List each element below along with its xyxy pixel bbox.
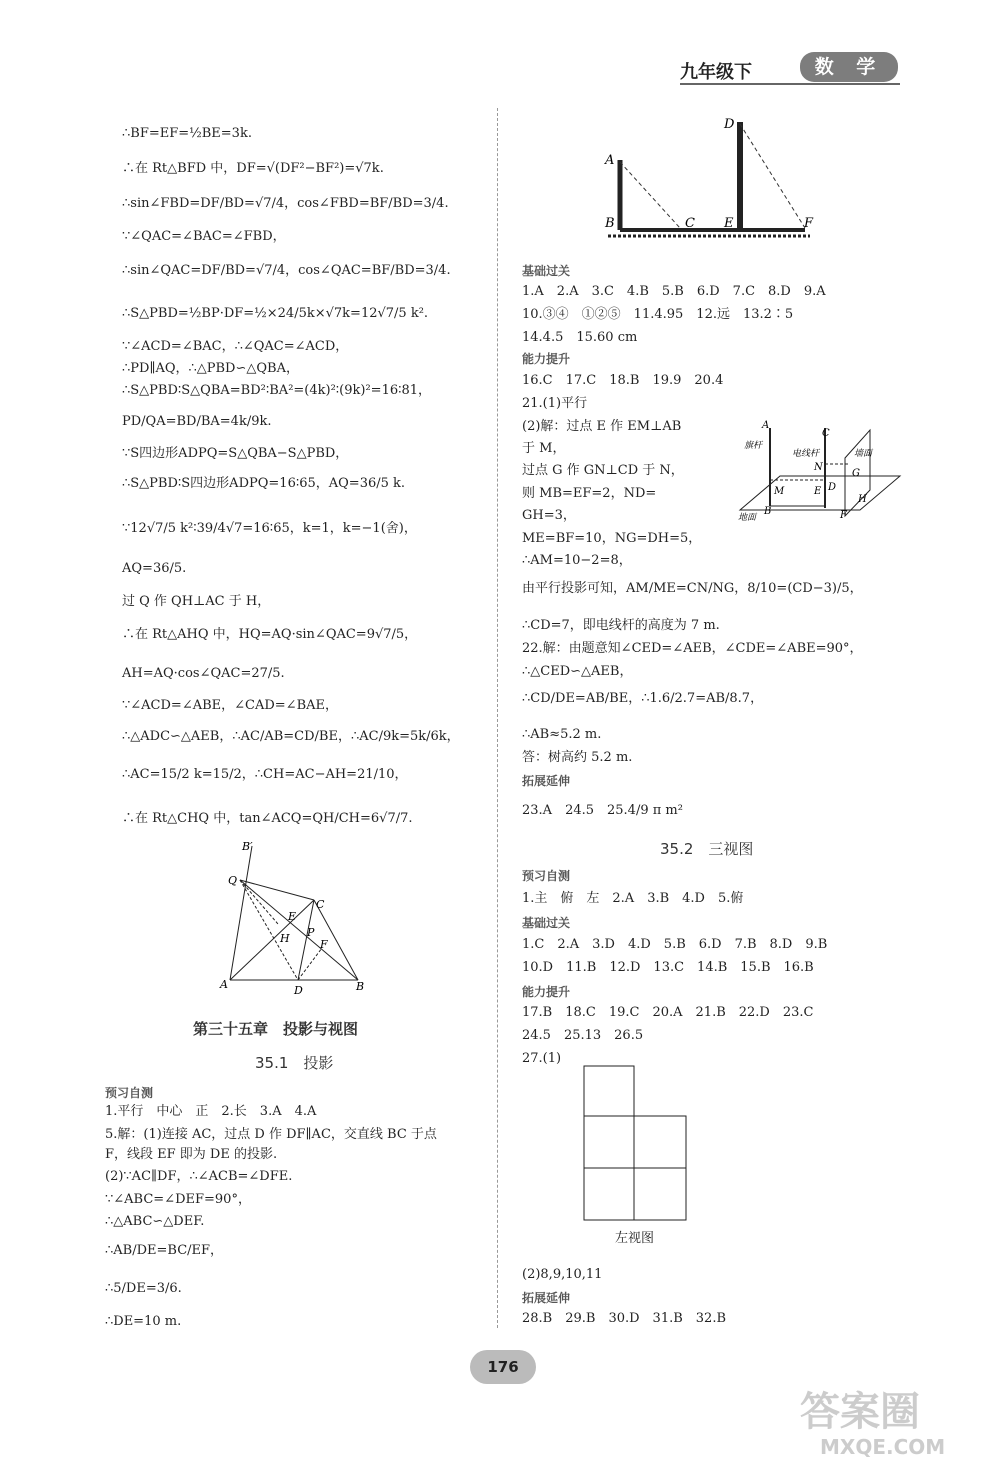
fig3-label-c: C	[316, 898, 325, 911]
text-line: 由平行投影可知，AM/ME=CN/NG，8/10=(CD−3)/5，	[522, 581, 863, 596]
text-line: AQ=36/5.	[122, 561, 187, 576]
text-line: 24.5 25.13 26.5	[522, 1028, 644, 1043]
section-heading: 能力提升	[522, 352, 571, 366]
text-line: 1.C 2.A 3.D 4.D 5.B 6.D 7.B 8.D 9.B	[522, 937, 828, 952]
text-line: 1.A 2.A 3.C 4.B 5.B 6.D 7.C 8.D 9.A	[522, 284, 826, 299]
subject-tab: 数 学	[800, 52, 898, 82]
grade-label: 九年级下	[680, 62, 752, 83]
text-line: ∴AM=10−2=8，	[522, 553, 632, 568]
text-line: GH=3，	[522, 508, 576, 523]
section-heading: 拓展延伸	[522, 774, 571, 788]
text-line: ∴S△PBD∶S△QBA=BD²∶BA²=(4k)²∶(9k)²=16∶81，	[122, 383, 432, 398]
section2-title: 35.2 三视图	[660, 840, 754, 858]
text-line: ∴CD=7，即电线杆的高度为 7 m.	[522, 618, 720, 633]
text-line: ∴DE=10 m.	[105, 1314, 182, 1329]
text-line: ∴sin∠FBD=DF/BD=√7/4，cos∠FBD=BF/BD=3/4.	[122, 196, 449, 211]
text-line: 答：树高约 5.2 m.	[522, 750, 633, 765]
fig3-label-f: F	[320, 938, 328, 951]
shadow-figure	[600, 112, 815, 242]
text-line: ∵∠ABC=∠DEF=90°，	[105, 1192, 251, 1207]
pole-figure	[730, 418, 908, 523]
text-line: F，线段 EF 即为 DE 的投影.	[105, 1147, 278, 1162]
fig3-label-a: A	[220, 978, 228, 991]
left-view-caption: 左视图	[615, 1231, 655, 1246]
fig1-label-a: A	[605, 153, 615, 168]
text-line: ∵∠ACD=∠ABE，∠CAD=∠BAE，	[122, 698, 339, 713]
text-line: ∴PD∥AQ，∴△PBD∽△QBA，	[122, 361, 299, 376]
fig2-label-b: B	[764, 506, 772, 517]
text-line: ∵∠ACD=∠BAC，∴∠QAC=∠ACD，	[122, 339, 349, 354]
fig2-label-h: H	[858, 494, 867, 505]
fig2-label-c: C	[822, 428, 830, 439]
fig1-label-b: B	[605, 216, 615, 231]
fig2-label-g: G	[852, 468, 860, 479]
fig2-ground: 地面	[738, 513, 757, 523]
text-line: 则 MB=EF=2，ND=	[522, 486, 657, 501]
text-line: ∵∠QAC=∠BAC=∠FBD，	[122, 229, 286, 244]
text-line: 于 M，	[522, 441, 566, 456]
text-line: ∴BF=EF=½BE=3k.	[122, 126, 252, 141]
text-line: ∵12√7/5 k²∶39/4√7=16∶65，k=1，k=−1(舍)，	[122, 521, 417, 536]
text-line: ∴sin∠QAC=DF/BD=√7/4，cos∠QAC=BF/BD=3/4.	[122, 263, 451, 278]
fig2-label-f: F	[840, 510, 847, 521]
text-line: ∴△ADC∽△AEB，∴AC/AB=CD/BE，∴AC/9k=5k/6k，	[122, 729, 460, 744]
text-line: 17.B 18.C 19.C 20.A 21.B 22.D 23.C	[522, 1005, 814, 1020]
fig3-label-p: P	[307, 926, 315, 939]
text-line: ∴在 Rt△CHQ 中，tan∠ACQ=QH/CH=6√7/7.	[122, 811, 413, 826]
text-line: 过点 G 作 GN⊥CD 于 N，	[522, 463, 684, 478]
fig2-label-m: M	[774, 486, 785, 497]
text-line: ∴AB≈5.2 m.	[522, 727, 602, 742]
text-line: ∴AC=15/2 k=15/2，∴CH=AC−AH=21/10，	[122, 767, 408, 782]
left-view-grid	[582, 1064, 692, 1224]
text-line: AH=AQ·cos∠QAC=27/5.	[122, 666, 285, 681]
section-heading: 基础过关	[522, 916, 571, 930]
fig3-label-b: B	[356, 980, 365, 993]
text-line: ∴S△PBD∶S四边形ADPQ=16∶65，AQ=36/5 k.	[122, 476, 406, 491]
fig1-label-c: C	[685, 216, 695, 231]
section-heading: 基础过关	[522, 264, 571, 278]
fig3-label-bprime: B′	[242, 840, 253, 853]
text-line: 14.4.5 15.60 cm	[522, 330, 638, 345]
fig1-label-f: F	[804, 216, 814, 231]
fig2-label-d: D	[828, 482, 837, 493]
text-line: 16.C 17.C 18.B 19.9 20.4	[522, 373, 724, 388]
fig2-label-a: A	[762, 420, 770, 431]
fig1-label-d: D	[724, 117, 735, 132]
text-line: 21.(1)平行	[522, 396, 588, 411]
text-line: 1.平行 中心 正 2.长 3.A 4.A	[105, 1104, 317, 1119]
text-line: 28.B 29.B 30.D 31.B 32.B	[522, 1311, 727, 1326]
fig1-label-e: E	[724, 216, 734, 231]
text-line: (2)8,9,10,11	[522, 1267, 603, 1282]
text-line: 23.A 24.5 25.4/9 π m²	[522, 803, 683, 818]
fig2-wall: 墙面	[854, 449, 873, 459]
fig3-label-h: H	[280, 932, 290, 945]
header-rule	[680, 83, 900, 85]
text-line: 10.③④ ①②⑤ 11.4.95 12.远 13.2∶5	[522, 307, 794, 322]
section-heading: 能力提升	[522, 985, 571, 999]
page-number: 176	[470, 1350, 536, 1384]
text-line: 过 Q 作 QH⊥AC 于 H，	[122, 594, 271, 609]
text-line: ∴S△PBD=½BP·DF=½×24/5k×√7k=12√7/5 k².	[122, 306, 429, 321]
text-line: ∵S四边形ADPQ=S△QBA−S△PBD，	[122, 446, 349, 461]
fig2-label-e: E	[814, 486, 822, 497]
text-line: ∴AB/DE=BC/EF，	[105, 1243, 224, 1258]
section-title: 35.1 投影	[255, 1054, 334, 1072]
fig3-label-e: E	[288, 910, 297, 923]
chapter-title: 第三十五章 投影与视图	[193, 1020, 359, 1038]
text-line: 22.解：由题意知∠CED=∠AEB，∠CDE=∠ABE=90°，	[522, 641, 863, 656]
text-line: (2)解：过点 E 作 EM⊥AB	[522, 419, 682, 434]
text-line: 5.解：(1)连接 AC，过点 D 作 DF∥AC，交直线 BC 于点	[105, 1127, 437, 1142]
section-heading: 拓展延伸	[522, 1291, 571, 1305]
fig3-label-q: Q	[228, 874, 238, 887]
text-line: PD/QA=BD/BA=4k/9k.	[122, 414, 272, 429]
text-line: ∴△CED∽△AEB，	[522, 664, 633, 679]
text-line: 1.主 俯 左 2.A 3.B 4.D 5.俯	[522, 891, 744, 906]
column-divider	[497, 108, 498, 1328]
fig3-label-d: D	[294, 984, 303, 997]
text-line: ∴CD/DE=AB/BE，∴1.6/2.7=AB/8.7，	[522, 691, 764, 706]
text-line: ME=BF=10，NG=DH=5，	[522, 531, 702, 546]
section-heading: 预习自测	[522, 869, 571, 883]
text-line: 27.(1)	[522, 1051, 562, 1066]
geometry-figure	[210, 838, 370, 998]
section-heading: 预习自测	[105, 1086, 154, 1100]
text-line: ∴5/DE=3/6.	[105, 1281, 182, 1296]
text-line: (2)∵AC∥DF，∴∠ACB=∠DFE.	[105, 1169, 293, 1184]
fig2-flagpole: 旗杆	[744, 441, 763, 451]
text-line: ∴△ABC∽△DEF.	[105, 1214, 205, 1229]
text-line: ∴在 Rt△AHQ 中，HQ=AQ·sin∠QAC=9√7/5，	[122, 627, 418, 642]
watermark-site: MXQE.COM	[820, 1435, 946, 1459]
text-line: ∴在 Rt△BFD 中，DF=√(DF²−BF²)=√7k.	[122, 161, 384, 176]
watermark-logo: 答案圈	[800, 1389, 920, 1435]
fig2-pole: 电线杆	[792, 449, 820, 459]
fig2-label-n: N	[814, 462, 823, 473]
text-line: 10.D 11.B 12.D 13.C 14.B 15.B 16.B	[522, 960, 814, 975]
